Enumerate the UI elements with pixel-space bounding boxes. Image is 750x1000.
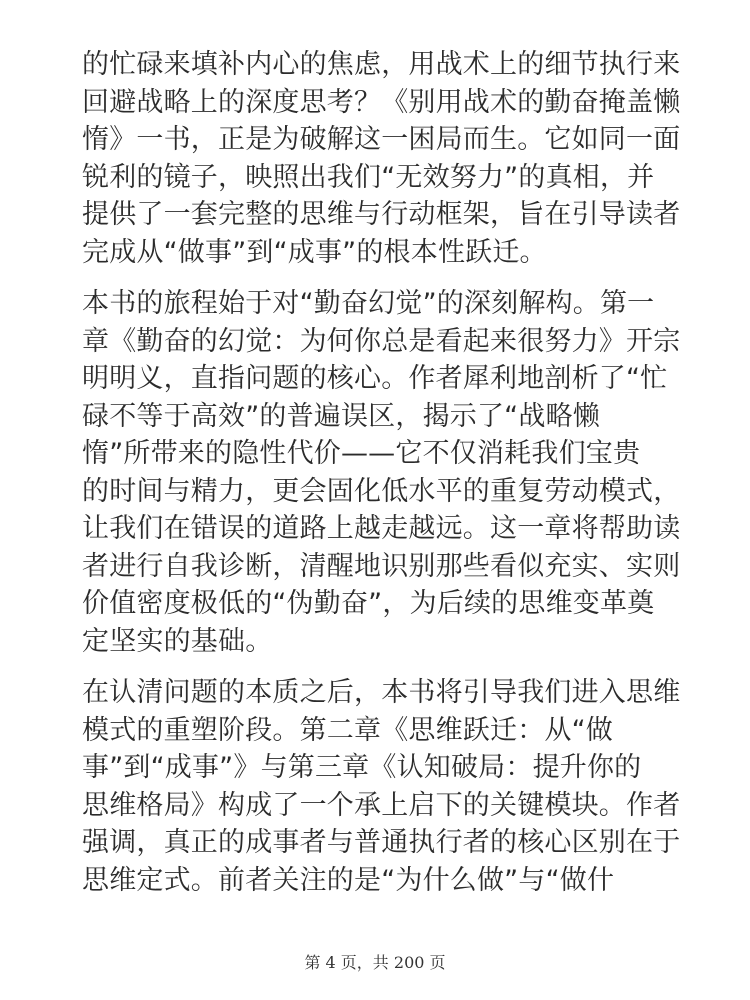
text-line: 价值密度极低的“伪勤奋”，为后续的思维变革奠 [82,588,655,619]
text-line: 在认清问题的本质之后，本书将引导我们进入思维 [82,677,681,708]
text-line: 碌不等于高效”的普遍误区，揭示了“战略懒 [82,400,600,432]
text-line: 惰”所带来的隐性代价——它不仅消耗我们宝贵 [82,438,641,469]
text-line: 定坚实的基础。 [82,625,273,657]
text-line: 提供了一套完整的思维与行动框架，旨在引导读者 [82,199,681,230]
text-line: 本书的旅程始于对“勤奋幻觉”的深刻解构。第一 [82,288,655,319]
text-line: 思维格局》构成了一个承上启下的关键模块。作者 [82,789,681,821]
paragraph-3 [82,674,682,899]
text-line: 回避战略上的深度思考？《别用战术的勤奋掩盖懒 [82,86,681,118]
text-line: 惰》一书，正是为破解这一困局而生。它如同一面 [82,124,681,155]
text-line: 强调，真正的成事者与普通执行者的核心区别在于 [82,827,681,858]
text-line: 锐利的镜子，映照出我们“无效努力”的真相，并 [82,161,655,193]
text-line: 章《勤奋的幻觉：为何你总是看起来很努力》开宗 [82,325,681,357]
text-line: 的忙碌来填补内心的焦虑，用战术上的细节执行来 [82,49,681,80]
text-line: 思维定式。前者关注的是“为什么做”与“做什 [82,864,615,896]
paragraph-1 [82,46,682,271]
paragraph-2 [82,285,682,660]
text-line: 完成从“做事”到“成事”的根本性跃迁。 [82,236,547,268]
page-number: 第 4 页，共 200 页 [304,953,446,972]
text-line: 模式的重塑阶段。第二章《思维跃迁：从“做 [82,714,613,746]
text-line: 让我们在错误的道路上越走越远。这一章将帮助读 [82,513,681,544]
text-line: 的时间与精力，更会固化低水平的重复劳动模式， [82,475,681,507]
body-text [82,46,682,913]
text-line: 明明义，直指问题的核心。作者犀利地剖析了“忙 [82,363,668,394]
text-line: 者进行自我诊断，清醒地识别那些看似充实、实则 [82,550,681,582]
text-line: 事”到“成事”》与第三章《认知破局：提升你的 [82,752,642,783]
